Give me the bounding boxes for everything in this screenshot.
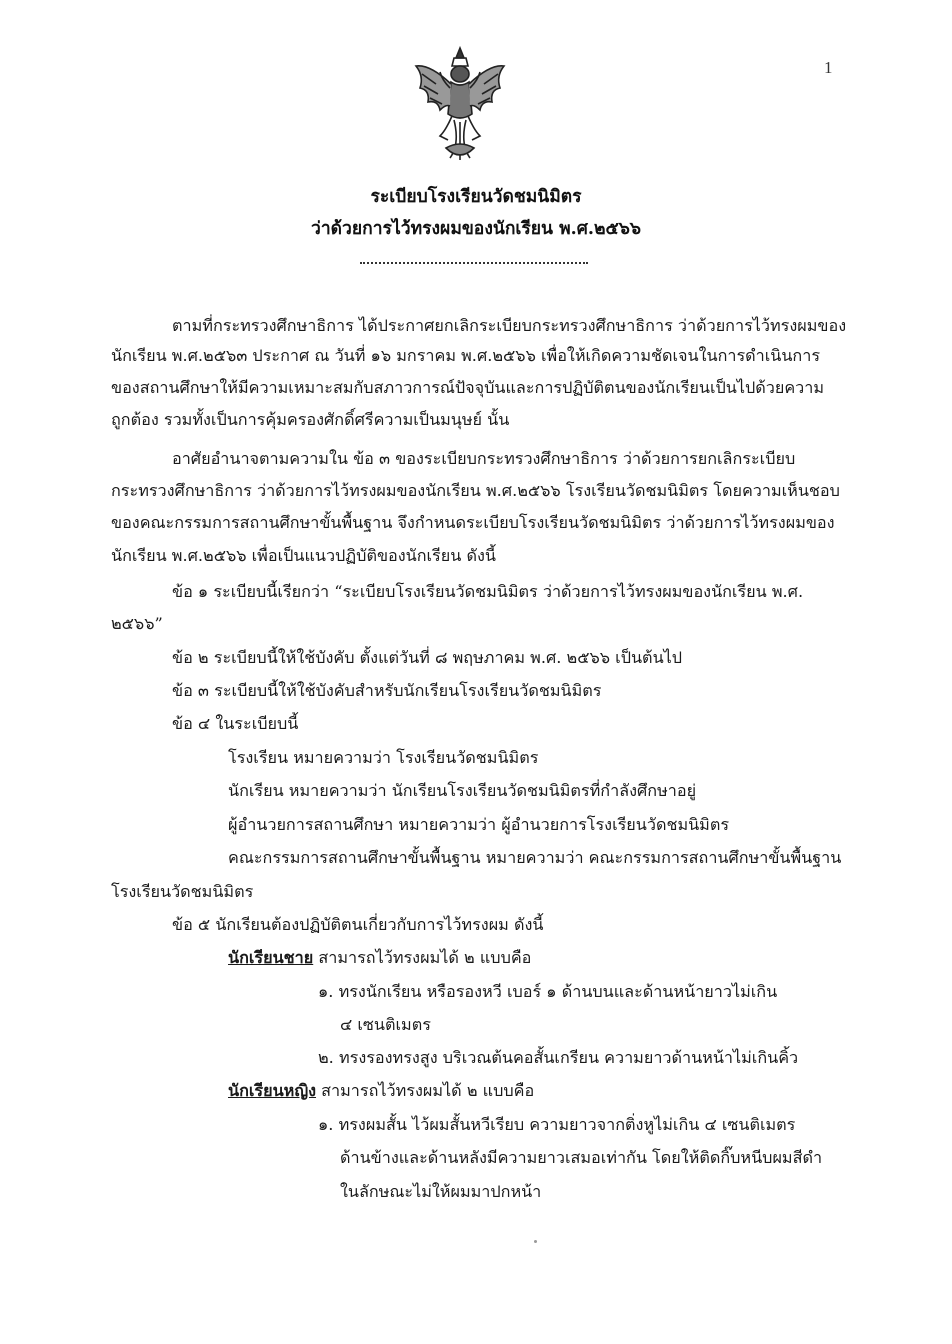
clause-1-line-2: ๒๕๖๖” <box>111 614 163 633</box>
paragraph-2-line-3: ของคณะกรรมการสถานศึกษาขั้นพื้นฐาน จึงกำหนดระเบียบโรงเรียนวัดชมนิมิตร ว่าด้วยการไว้ทรงผมของ <box>111 513 835 532</box>
definition-school: โรงเรียน หมายความว่า โรงเรียนวัดชมนิมิตร <box>228 748 539 767</box>
boys-style-1-line-1: ๑. ทรงนักเรียน หรือรองหวี เบอร์ ๑ ด้านบนและด้านหน้ายาวไม่เกิน <box>318 982 778 1001</box>
document-title: ระเบียบโรงเรียนวัดชมนิมิตร <box>370 187 582 207</box>
paragraph-1-line-1: ตามที่กระทรวงศึกษาธิการ ได้ประกาศยกเลิกระเบียบกระทรวงศึกษาธิการ ว่าด้วยการไว้ทรงผมของ <box>172 316 847 335</box>
dotted-divider <box>360 262 588 264</box>
document-subtitle: ว่าด้วยการไว้ทรงผมของนักเรียน พ.ศ.๒๕๖๖ <box>311 219 641 239</box>
clause-3: ข้อ ๓ ระเบียบนี้ให้ใช้บังคับสำหรับนักเรียนโรงเรียนวัดชมนิมิตร <box>172 681 602 700</box>
paragraph-1-line-2: นักเรียน พ.ศ.๒๕๖๓ ประกาศ ณ วันที่ ๑๖ มกราคม พ.ศ.๒๕๖๖ เพื่อให้เกิดความชัดเจนในการดำเนินการ <box>111 346 821 365</box>
girls-text: สามารถไว้ทรงผมได้ ๒ แบบคือ <box>316 1081 535 1100</box>
paragraph-1-line-4: ถูกต้อง รวมทั้งเป็นการคุ้มครองศักดิ์ศรีความเป็นมนุษย์ นั้น <box>111 410 510 429</box>
boys-label: นักเรียนชาย <box>228 948 314 967</box>
girls-style-1-line-1: ๑. ทรงผมสั้น ไว้ผมสั้นหวีเรียบ ความยาวจากติ่งหูไม่เกิน ๔ เซนติเมตร <box>318 1115 796 1134</box>
clause-1-line-1: ข้อ ๑ ระเบียบนี้เรียกว่า “ระเบียบโรงเรียนวัดชมนิมิตร ว่าด้วยการไว้ทรงผมของนักเรียน พ.ศ. <box>172 582 804 601</box>
clause-2: ข้อ ๒ ระเบียบนี้ให้ใช้บังคับ ตั้งแต่วันที่ ๘ พฤษภาคม พ.ศ. ๒๕๖๖ เป็นต้นไป <box>172 648 683 667</box>
boys-style-2: ๒. ทรงรองทรงสูง บริเวณต้นคอสั้นเกรียน ความยาวด้านหน้าไม่เกินคิ้ว <box>318 1048 799 1067</box>
scan-speck <box>534 1240 537 1243</box>
paragraph-2-line-2: กระทรวงศึกษาธิการ ว่าด้วยการไว้ทรงผมของนักเรียน พ.ศ.๒๕๖๖ โรงเรียนวัดชมนิมิตร โดยความเห็นชอบ <box>111 481 840 500</box>
boys-style-1-line-2: ๔ เซนติเมตร <box>340 1015 431 1034</box>
definition-director: ผู้อำนวยการสถานศึกษา หมายความว่า ผู้อำนวยการโรงเรียนวัดชมนิมิตร <box>228 815 730 834</box>
boys-text: สามารถไว้ทรงผมได้ ๒ แบบคือ <box>313 948 532 967</box>
paragraph-2-line-1: อาศัยอำนาจตามความใน ข้อ ๓ ของระเบียบกระทรวงศึกษาธิการ ว่าด้วยการยกเลิกระเบียบ <box>172 449 796 468</box>
clause-5: ข้อ ๕ นักเรียนต้องปฏิบัติตนเกี่ยวกับการไว้ทรงผม ดังนี้ <box>172 915 544 934</box>
girls-label: นักเรียนหญิง <box>228 1081 317 1100</box>
page-number: 1 <box>824 58 833 77</box>
garuda-emblem-icon <box>410 44 510 164</box>
girls-heading <box>228 1083 534 1099</box>
definition-student: นักเรียน หมายความว่า นักเรียนโรงเรียนวัดชมนิมิตรที่กำลังศึกษาอยู่ <box>228 781 697 800</box>
paragraph-2-line-4: นักเรียน พ.ศ.๒๕๖๖ เพื่อเป็นแนวปฏิบัติของนักเรียน ดังนี้ <box>111 546 496 565</box>
definition-committee-line-1: คณะกรรมการสถานศึกษาขั้นพื้นฐาน หมายความว่า คณะกรรมการสถานศึกษาขั้นพื้นฐาน <box>228 848 842 867</box>
definition-committee-line-2: โรงเรียนวัดชมนิมิตร <box>111 882 254 901</box>
girls-style-1-line-2: ด้านข้างและด้านหลังมีความยาวเสมอเท่ากัน โดยให้ติดกิ๊บหนีบผมสีดำ <box>340 1148 823 1167</box>
girls-style-1-line-3: ในลักษณะไม่ให้ผมมาปกหน้า <box>340 1182 542 1201</box>
clause-4: ข้อ ๔ ในระเบียบนี้ <box>172 714 299 733</box>
paragraph-1-line-3: ของสถานศึกษาให้มีความเหมาะสมกับสภาวการณ์ปัจจุบันและการปฏิบัติตนของนักเรียนเป็นไปด้วยความ <box>111 378 825 397</box>
boys-heading <box>228 950 531 966</box>
